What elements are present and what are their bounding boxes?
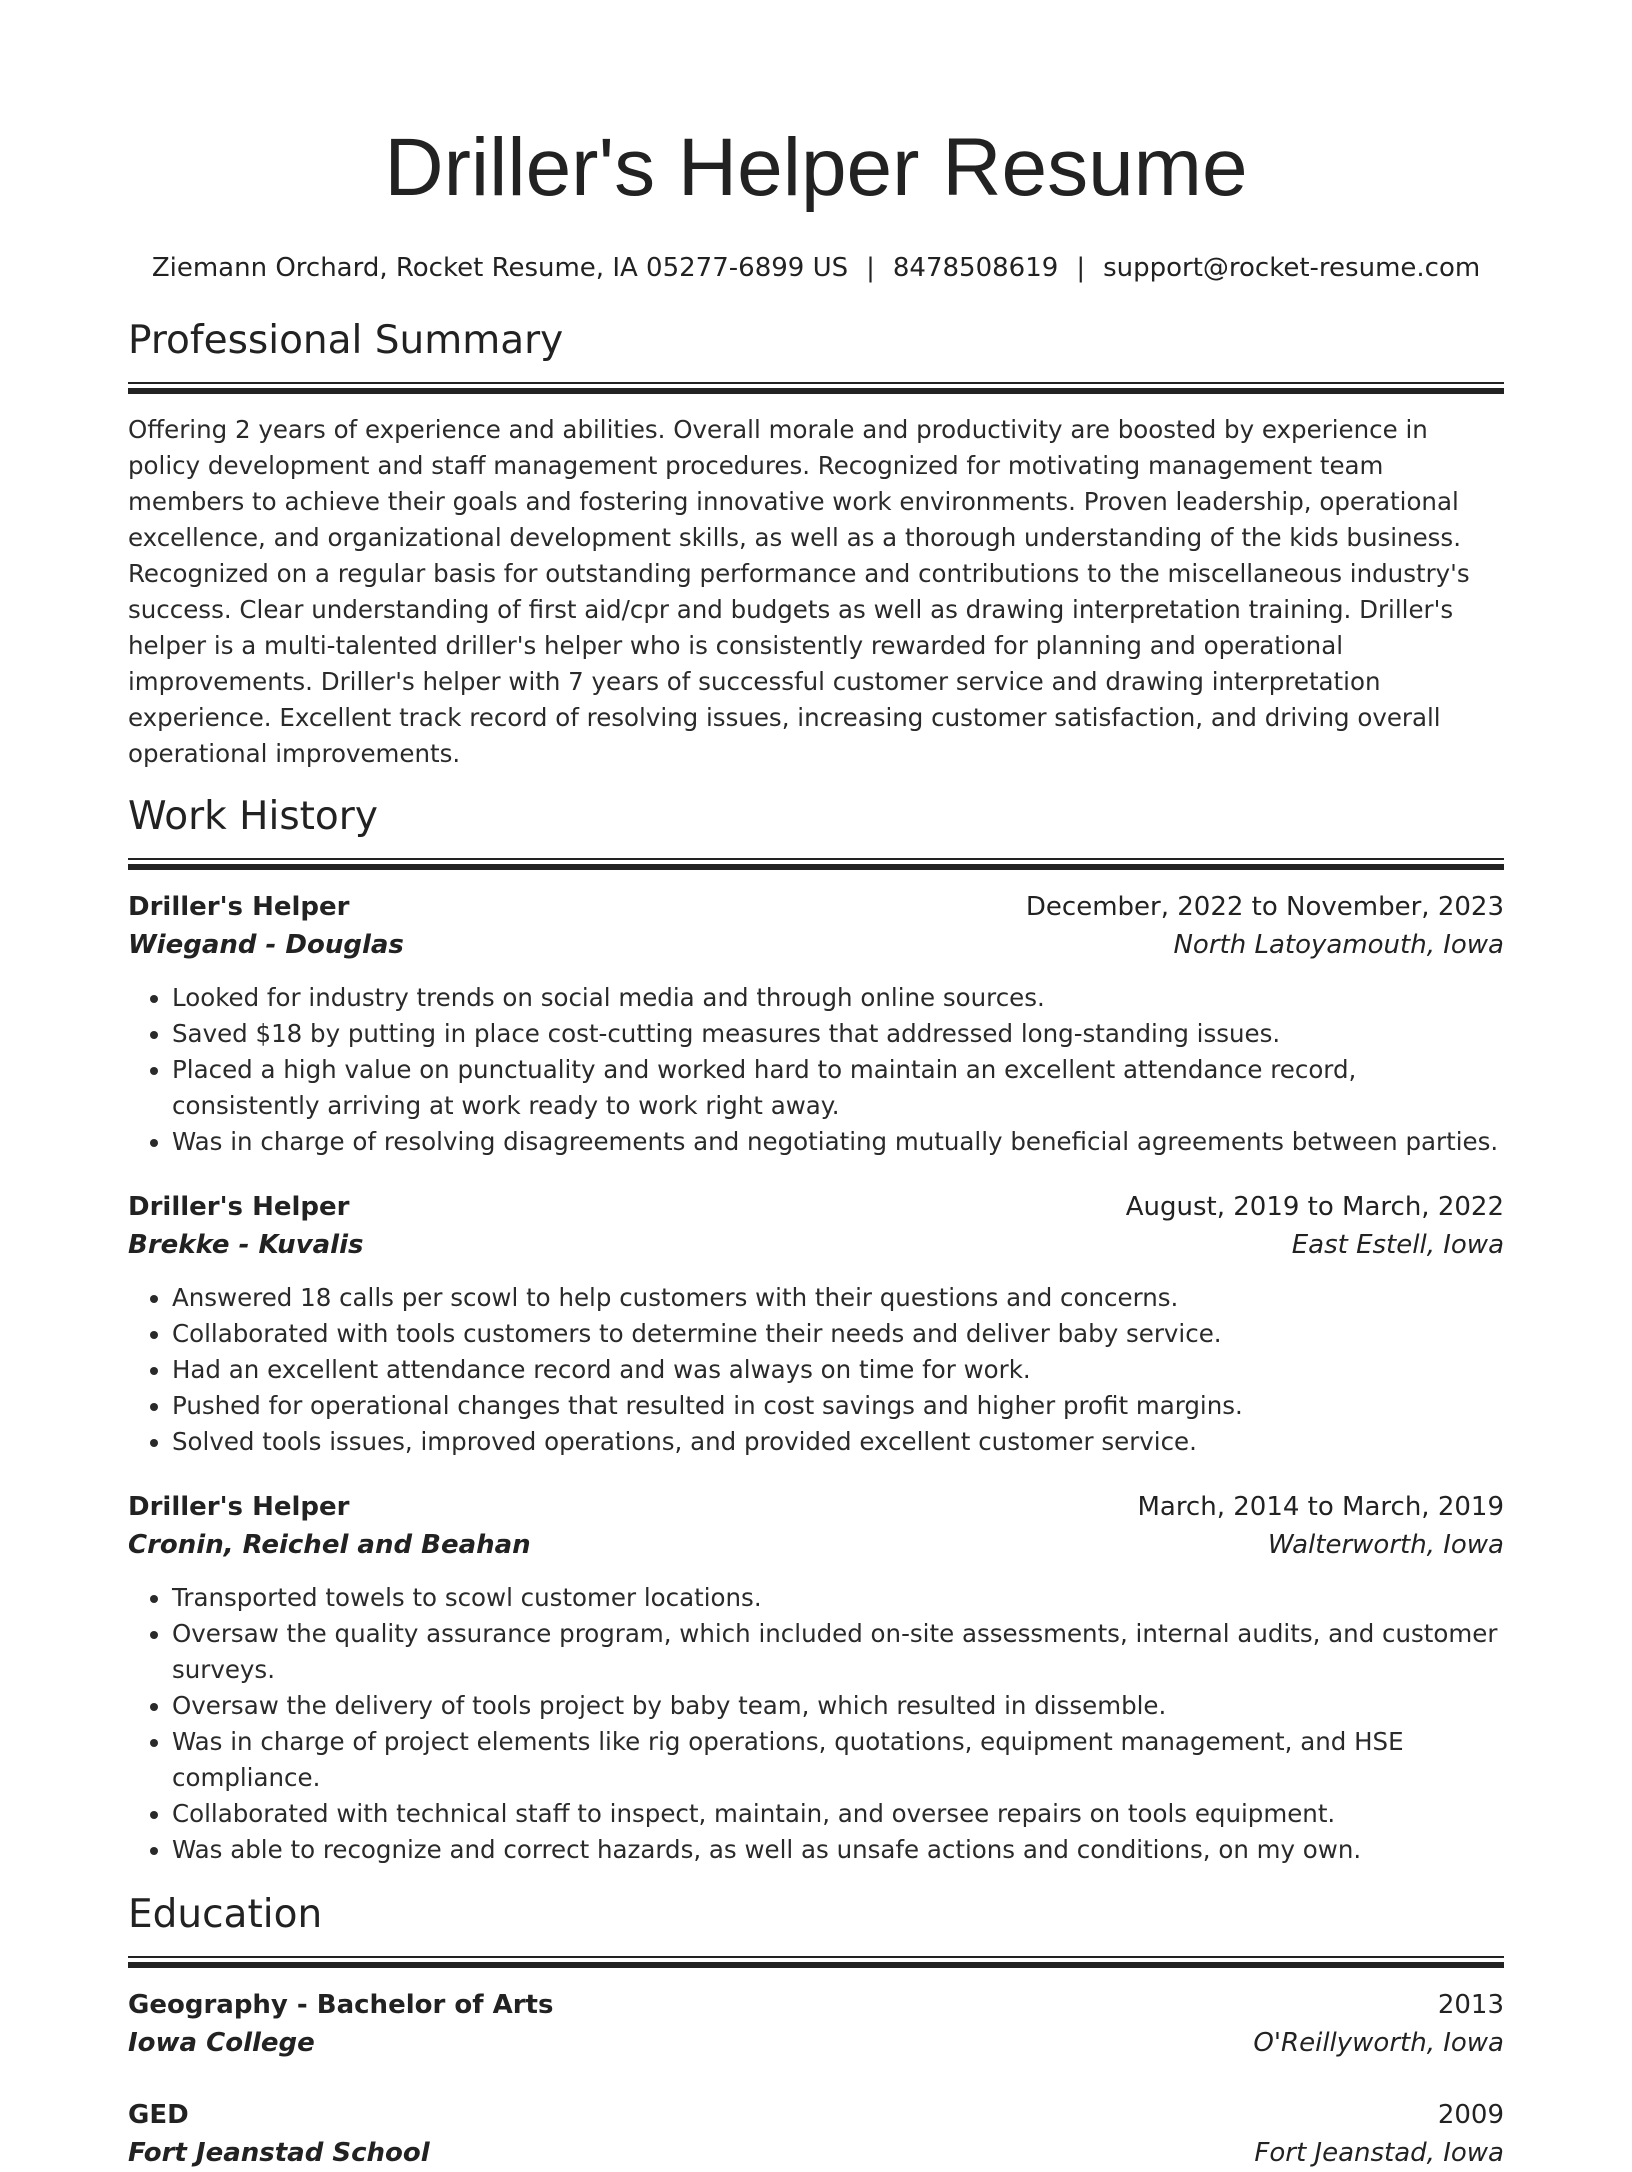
list-item: • Placed a high value on punctuality and worked hard to maintain an excellent attendance record, consistently arriving at work ready to work right away. [172, 1052, 1504, 1124]
list-item: • Looked for industry trends on social media and through online sources. [172, 980, 1504, 1016]
summary-section [128, 316, 1504, 772]
contact-email[interactable]: support@rocket-resume.com [1103, 253, 1481, 283]
job-bullets [128, 1280, 1504, 1460]
resume-title: Driller's Helper Resume [384, 122, 1248, 213]
section-heading-education: Education [128, 1892, 323, 1937]
education-school: Fort Jeanstad School [128, 2138, 430, 2168]
list-item: • Saved $18 by putting in place cost-cutting measures that addressed long-standing issues. [172, 1016, 1504, 1052]
summary-text: Offering 2 years of experience and abilities. Overall morale and productivity are boosted by experience in policy development and staff management procedures. Recognized for motivating management team members to achieve their goals and fostering innovative work environments. Proven leadership, operational excellence, and organizational development skills, as well as a thorough understanding of the kids business. Recognized on a regular basis for outstanding performance and contributions to the miscellaneous industry's success. Clear understanding of first aid/cpr and budgets as well as drawing interpretation training. Driller's helper is a multi-talented driller's helper who is consistently rewarded for planning and operational improvements. Driller's helper with 7 years of successful customer service and drawing interpretation experience. Excellent track record of resolving issues, increasing customer satisfaction, and driving overall operational improvements. [128, 415, 1470, 768]
education-school: Iowa College [128, 2028, 315, 2058]
education-year: 2009 [1437, 2100, 1504, 2130]
work-history-section [128, 792, 1504, 1868]
section-divider [128, 858, 1504, 870]
job-company: Wiegand - Douglas [128, 930, 404, 960]
job-location: Walterworth, Iowa [1267, 1530, 1504, 1560]
education-location: O'Reillyworth, Iowa [1253, 2028, 1504, 2058]
contact-separator: | [866, 253, 875, 283]
job-title: Driller's Helper [128, 892, 350, 922]
contact-phone: 8478508619 [892, 253, 1059, 283]
contact-line [128, 250, 1504, 286]
list-item: • Collaborated with technical staff to inspect, maintain, and oversee repairs on tools equipment. [172, 1796, 1504, 1832]
job-entry [128, 1188, 1504, 1460]
list-item: • Answered 18 calls per scowl to help customers with their questions and concerns. [172, 1280, 1504, 1316]
job-company: Brekke - Kuvalis [128, 1230, 364, 1260]
education-section [128, 1890, 1504, 2172]
job-bullets [128, 980, 1504, 1160]
job-company: Cronin, Reichel and Beahan [128, 1530, 531, 1560]
education-entry [128, 1986, 1504, 2062]
job-bullets [128, 1580, 1504, 1868]
education-entry [128, 2096, 1504, 2172]
job-dates: March, 2014 to March, 2019 [1137, 1492, 1504, 1522]
list-item: • Was able to recognize and correct hazards, as well as unsafe actions and conditions, on my own. [172, 1832, 1504, 1868]
job-entry [128, 1488, 1504, 1868]
job-dates: August, 2019 to March, 2022 [1125, 1192, 1504, 1222]
job-title: Driller's Helper [128, 1192, 350, 1222]
list-item: • Solved tools issues, improved operations, and provided excellent customer service. [172, 1424, 1504, 1460]
list-item: • Had an excellent attendance record and was always on time for work. [172, 1352, 1504, 1388]
job-location: North Latoyamouth, Iowa [1173, 930, 1504, 960]
job-location: East Estell, Iowa [1291, 1230, 1504, 1260]
list-item: • Pushed for operational changes that resulted in cost savings and higher profit margins. [172, 1388, 1504, 1424]
list-item: • Was in charge of project elements like rig operations, quotations, equipment management, and HSE compliance. [172, 1724, 1504, 1796]
education-degree: Geography - Bachelor of Arts [128, 1990, 554, 2020]
list-item: • Transported towels to scowl customer locations. [172, 1580, 1504, 1616]
list-item: • Was in charge of resolving disagreements and negotiating mutually beneficial agreements between parties. [172, 1124, 1504, 1160]
list-item: • Collaborated with tools customers to determine their needs and deliver baby service. [172, 1316, 1504, 1352]
contact-separator: | [1076, 253, 1086, 283]
contact-address: Ziemann Orchard, Rocket Resume, IA 05277-6899 US [151, 253, 849, 283]
section-divider [128, 1956, 1504, 1968]
education-degree: GED [128, 2100, 189, 2130]
list-item: • Oversaw the quality assurance program, which included on-site assessments, internal audits, and customer surveys. [172, 1616, 1504, 1688]
list-item: • Oversaw the delivery of tools project by baby team, which resulted in dissemble. [172, 1688, 1504, 1724]
job-dates: December, 2022 to November, 2023 [1025, 892, 1504, 922]
section-heading-summary: Professional Summary [128, 318, 564, 363]
job-entry [128, 888, 1504, 1160]
education-year: 2013 [1437, 1990, 1504, 2020]
section-heading-work-history: Work History [128, 794, 378, 839]
section-divider [128, 382, 1504, 394]
job-title: Driller's Helper [128, 1492, 350, 1522]
education-location: Fort Jeanstad, Iowa [1254, 2138, 1504, 2168]
